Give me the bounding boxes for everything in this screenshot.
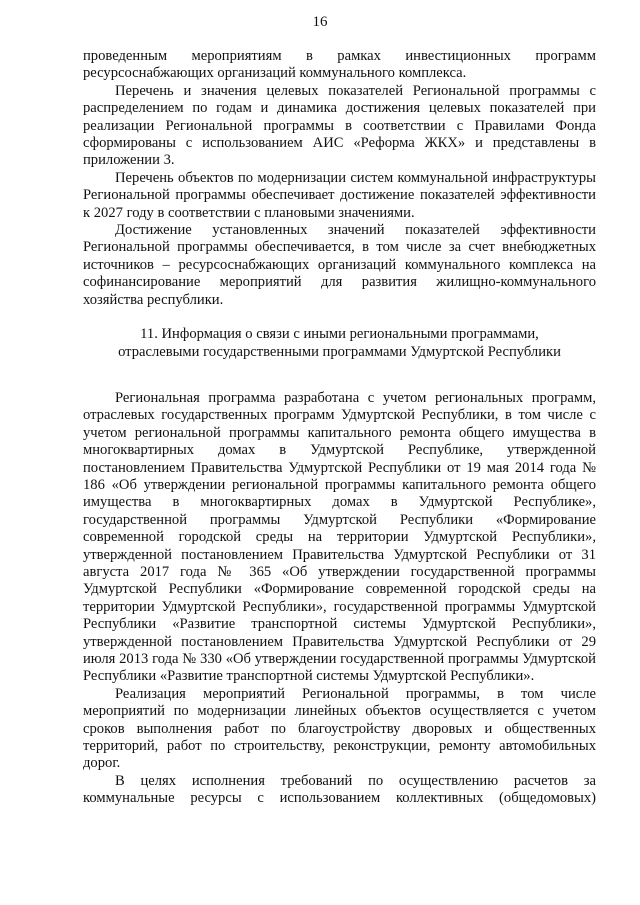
page-number: 16 [312, 14, 328, 30]
section-heading-line-1: 11. Информация о связи с иными региональными программами, [140, 326, 539, 343]
paragraph-continuation: проведенным мероприятиям в рамках инвестиционных программ ресурсоснабжающих организаций коммунального комплекса. [83, 48, 596, 82]
section-heading-line-2: отраслевыми государственными программами Удмуртской Республики [118, 343, 561, 360]
section-heading [83, 326, 596, 361]
paragraph-implementation: Реализация мероприятий Региональной программы, в том числе мероприятий по модернизации линейных объектов осуществляется с учетом сроков выполнения работ по благоустройству дворовых и общественных территорий, работ по строительству, реконструкции, ремонту автомобильных дорог. [83, 685, 596, 772]
paragraph-metering: В целях исполнения требований по осуществлению расчетов за коммунальные ресурсы с использованием коллективных (общедомовых) [83, 772, 596, 807]
paragraph-related-programs: Региональная программа разработана с учетом региональных программ, отраслевых государственных программ Удмуртской Республики, в том числе с учетом региональной программы капитального ремонта общего имущества в многоквартирных домах в Удмуртской Республике, утвержденной постановлением Правительства Удмуртской Республики от 19 мая 2014 года № 186 «Об утверждении региональной программы капитального ремонта общего имущества в многоквартирных домах в Удмуртской Республике», государственной программы Удмуртской Республики «Формирование современной городской среды на территории Удмуртской Республики», утвержденной постановлением Правительства Удмуртской Республики от 31 августа 2017 года № 365 «Об утверждении государственной программы Удмуртской Республики «Формирование современной городской среды на территории Удмуртской Республики», государственной программы Удмуртской Республики «Развитие транспортной системы Удмуртской Республики», утвержденной постановлением Правительства Удмуртской Республики от 29 июля 2013 года № 330 «Об утверждении государственной программы Удмуртской Республики «Развитие транспортной системы Удмуртской Республики». [83, 389, 596, 685]
paragraph-target-indicators: Перечень и значения целевых показателей Региональной программы с распределением по годам и динамика достижения целевых показателей при реализации Региональной программы в соответствии с Правилами Фонда сформированы с использованием АИС «Реформа ЖКХ» и представлены в приложении 3. [83, 82, 596, 169]
paragraph-modernization-objects: Перечень объектов по модернизации систем коммунальной инфраструктуры Региональной программы обеспечивает достижение показателей эффективности к 2027 году в соответствии с плановыми значениями. [83, 169, 596, 221]
page-content [83, 48, 596, 808]
paragraph-efficiency-achievement: Достижение установленных значений показателей эффективности Региональной программы обеспечивается, в том числе за счет внебюджетных источников – ресурсоснабжающих организаций коммунального комплекса на софинансирование мероприятий для развития жилищно-коммунального хозяйства республики. [83, 222, 596, 308]
